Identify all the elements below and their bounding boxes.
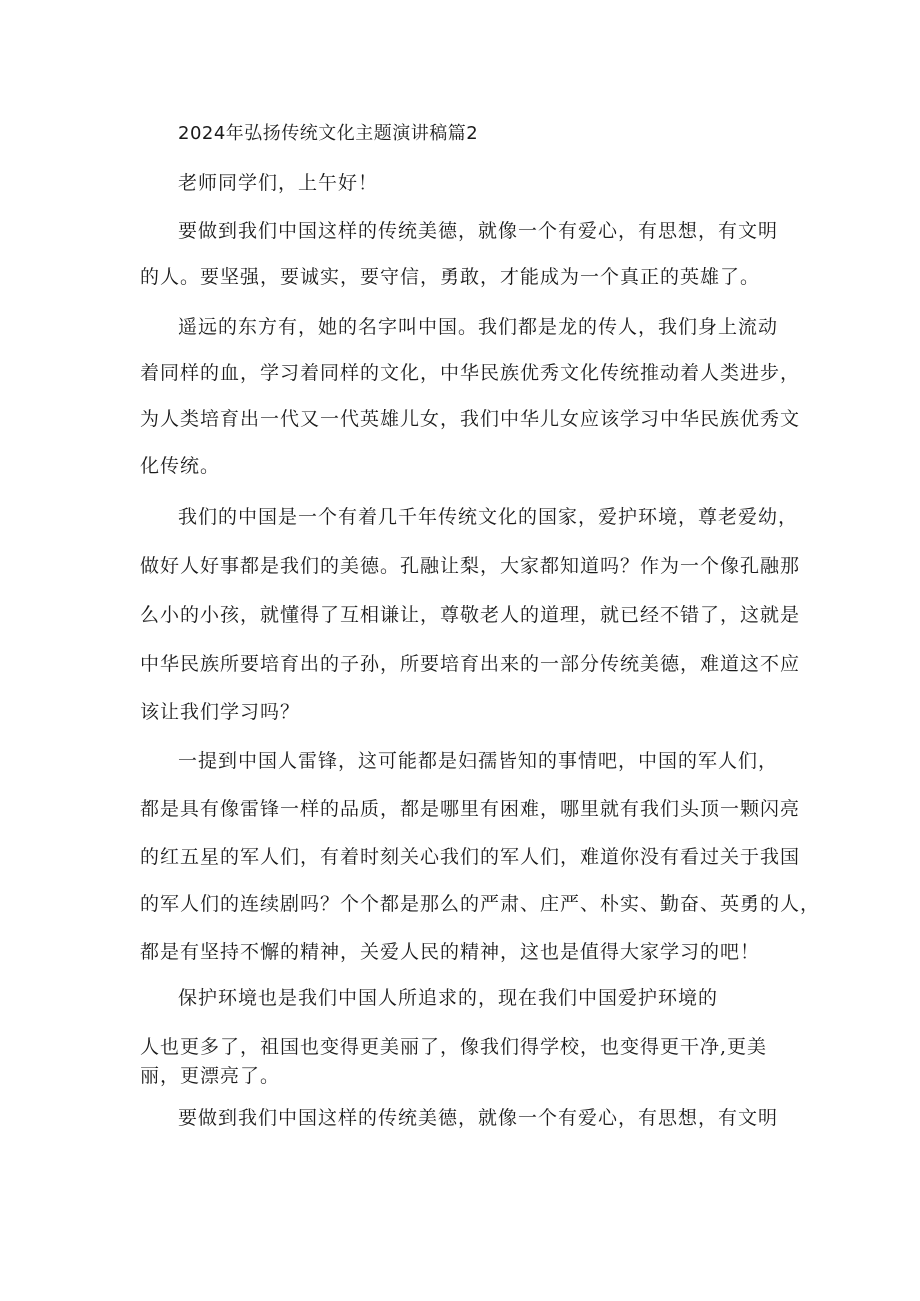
paragraph-line: 我们的中国是一个有着几千年传统文化的国家，爱护环境，尊老爱幼， (178, 506, 799, 528)
paragraph-line: 该让我们学习吗？ (140, 701, 301, 723)
paragraph-line: 丽，更漂亮了。 (140, 1065, 281, 1087)
paragraph-line: 么小的小孩，就懂得了互相谦让，尊敬老人的道理，就已经不错了，这就是 (140, 604, 801, 626)
paragraph-line: 要做到我们中国这样的传统美德，就像一个有爱心，有思想，有文明 (178, 1107, 779, 1129)
document-title: 2024年弘扬传统文化主题演讲稿篇2 (178, 123, 479, 144)
paragraph-line: 都是有坚持不懈的精神，关爱人民的精神，这也是值得大家学习的吧！ (140, 941, 761, 963)
paragraph-line: 的军人们的连续剧吗？个个都是那么的严肃、庄严、朴实、勤奋、英勇的人， (140, 893, 821, 915)
paragraph-line: 化传统。 (140, 455, 221, 477)
paragraph-line: 要做到我们中国这样的传统美德，就像一个有爱心，有思想，有文明 (178, 220, 779, 242)
paragraph-line: 都是具有像雷锋一样的品质，都是哪里有困难，哪里就有我们头顶一颗闪亮 (140, 798, 801, 820)
paragraph-line: 的人。要坚强，要诚实，要守信，勇敢，才能成为一个真正的英雄了。 (140, 266, 761, 288)
paragraph-line: 的红五星的军人们，有着时刻关心我们的军人们，难道你没有看过关于我国 (140, 846, 801, 868)
paragraph-line: 着同样的血，学习着同样的文化，中华民族优秀文化传统推动着人类进步， (140, 362, 801, 384)
paragraph-line: 一提到中国人雷锋，这可能都是妇孺皆知的事情吧，中国的军人们， (178, 750, 779, 772)
paragraph-line: 遥远的东方有，她的名字叫中国。我们都是龙的传人，我们身上流动 (178, 316, 779, 338)
paragraph-line: 为人类培育出一代又一代英雄儿女，我们中华儿女应该学习中华民族优秀文 (140, 408, 801, 430)
paragraph-line: 人也更多了，祖国也变得更美丽了，像我们得学校，也变得更干净,更美 (140, 1036, 768, 1058)
paragraph-line: 中华民族所要培育出的子孙，所要培育出来的一部分传统美德，难道这不应 (140, 653, 801, 675)
paragraph-line: 保护环境也是我们中国人所追求的，现在我们中国爱护环境的 (178, 987, 719, 1009)
greeting-line: 老师同学们，上午好！ (178, 172, 379, 194)
paragraph-line: 做好人好事都是我们的美德。孔融让梨，大家都知道吗？作为一个像孔融那 (140, 555, 801, 577)
